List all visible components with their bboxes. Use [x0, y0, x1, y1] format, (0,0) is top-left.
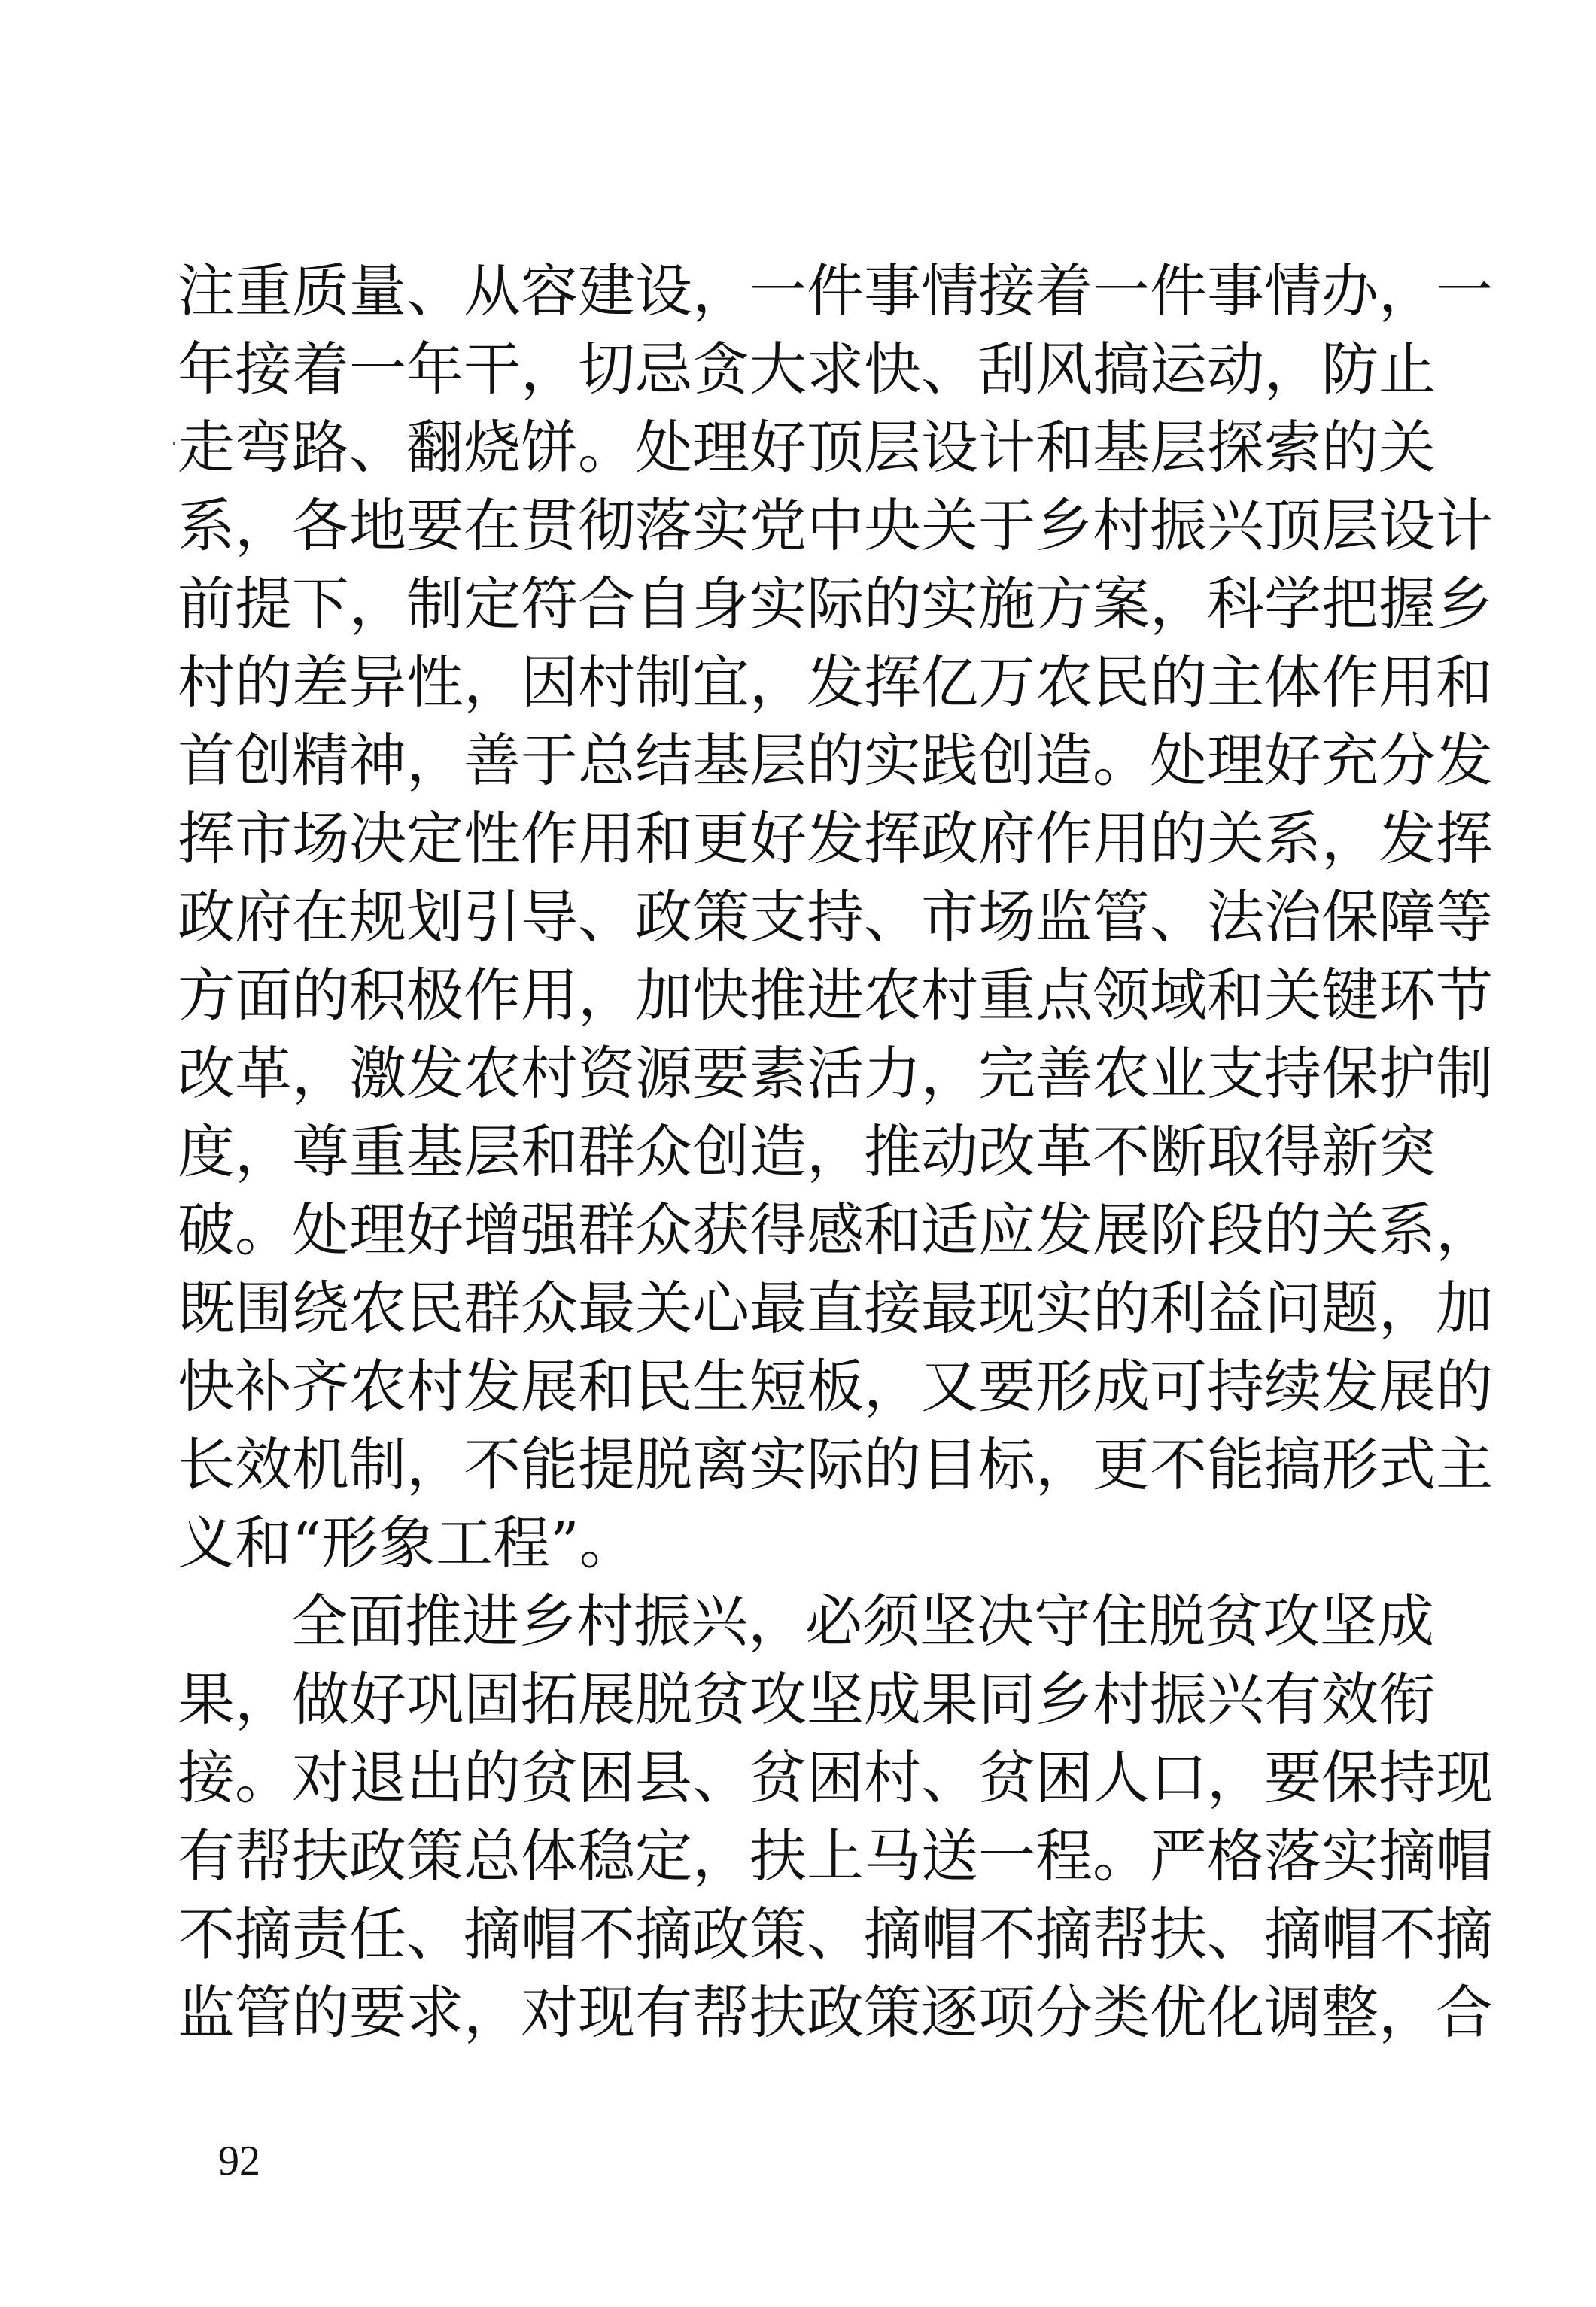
text-line: 首创精神，善于总结基层的实践创造。处理好充分发 [178, 727, 1493, 794]
paragraph-end-line: 义和“形象工程”。 [178, 1509, 637, 1576]
body-text [178, 252, 1493, 2052]
text-line: 监管的要求，对现有帮扶政策逐项分类优化调整，合 [178, 1979, 1493, 2046]
text-line: 前提下，制定符合自身实际的实施方案，科学把握乡 [178, 570, 1493, 637]
text-line: 系，各地要在贯彻落实党中央关于乡村振兴顶层设计 [178, 492, 1493, 559]
text-line: 度，尊重基层和群众创造，推动改革不断取得新突 [178, 1118, 1436, 1185]
text-line: 长效机制，不能提脱离实际的目标，更不能搞形式主 [178, 1431, 1493, 1498]
text-line: 不摘责任、摘帽不摘政策、摘帽不摘帮扶、摘帽不摘 [178, 1901, 1493, 1968]
text-line: 果，做好巩固拓展脱贫攻坚成果同乡村振兴有效衔 [178, 1666, 1436, 1733]
text-line: 快补齐农村发展和民生短板，又要形成可持续发展的 [178, 1353, 1493, 1420]
text-line: 挥市场决定性作用和更好发挥政府作用的关系，发挥 [178, 805, 1493, 872]
text-line: 注重质量、从容建设，一件事情接着一件事情办，一 [178, 257, 1493, 324]
text-line: 方面的积极作用，加快推进农村重点领域和关键环节 [178, 962, 1493, 1029]
text-line: 走弯路、翻烧饼。处理好顶层设计和基层探索的关 [178, 414, 1436, 481]
text-line: 有帮扶政策总体稳定，扶上马送一程。严格落实摘帽 [178, 1822, 1493, 1889]
text-line: 既围绕农民群众最关心最直接最现实的利益问题，加 [178, 1275, 1493, 1342]
text-line: 接。对退出的贫困县、贫困村、贫困人口，要保持现 [178, 1744, 1493, 1811]
text-line: 政府在规划引导、政策支持、市场监管、法治保障等 [178, 883, 1493, 950]
scan-speck [173, 442, 175, 445]
page-number: 92 [218, 2138, 260, 2184]
text-line: 村的差异性，因村制宜，发挥亿万农民的主体作用和 [178, 649, 1493, 716]
text-line: 破。处理好增强群众获得感和适应发展阶段的关系， [178, 1196, 1493, 1263]
paragraph-start-line: 全面推进乡村振兴，必须坚决守住脱贫攻坚成 [290, 1588, 1434, 1655]
text-line: 年接着一年干，切忌贪大求快、刮风搞运动，防止 [178, 336, 1436, 403]
text-line: 改革，激发农村资源要素活力，完善农业支持保护制 [178, 1040, 1493, 1107]
